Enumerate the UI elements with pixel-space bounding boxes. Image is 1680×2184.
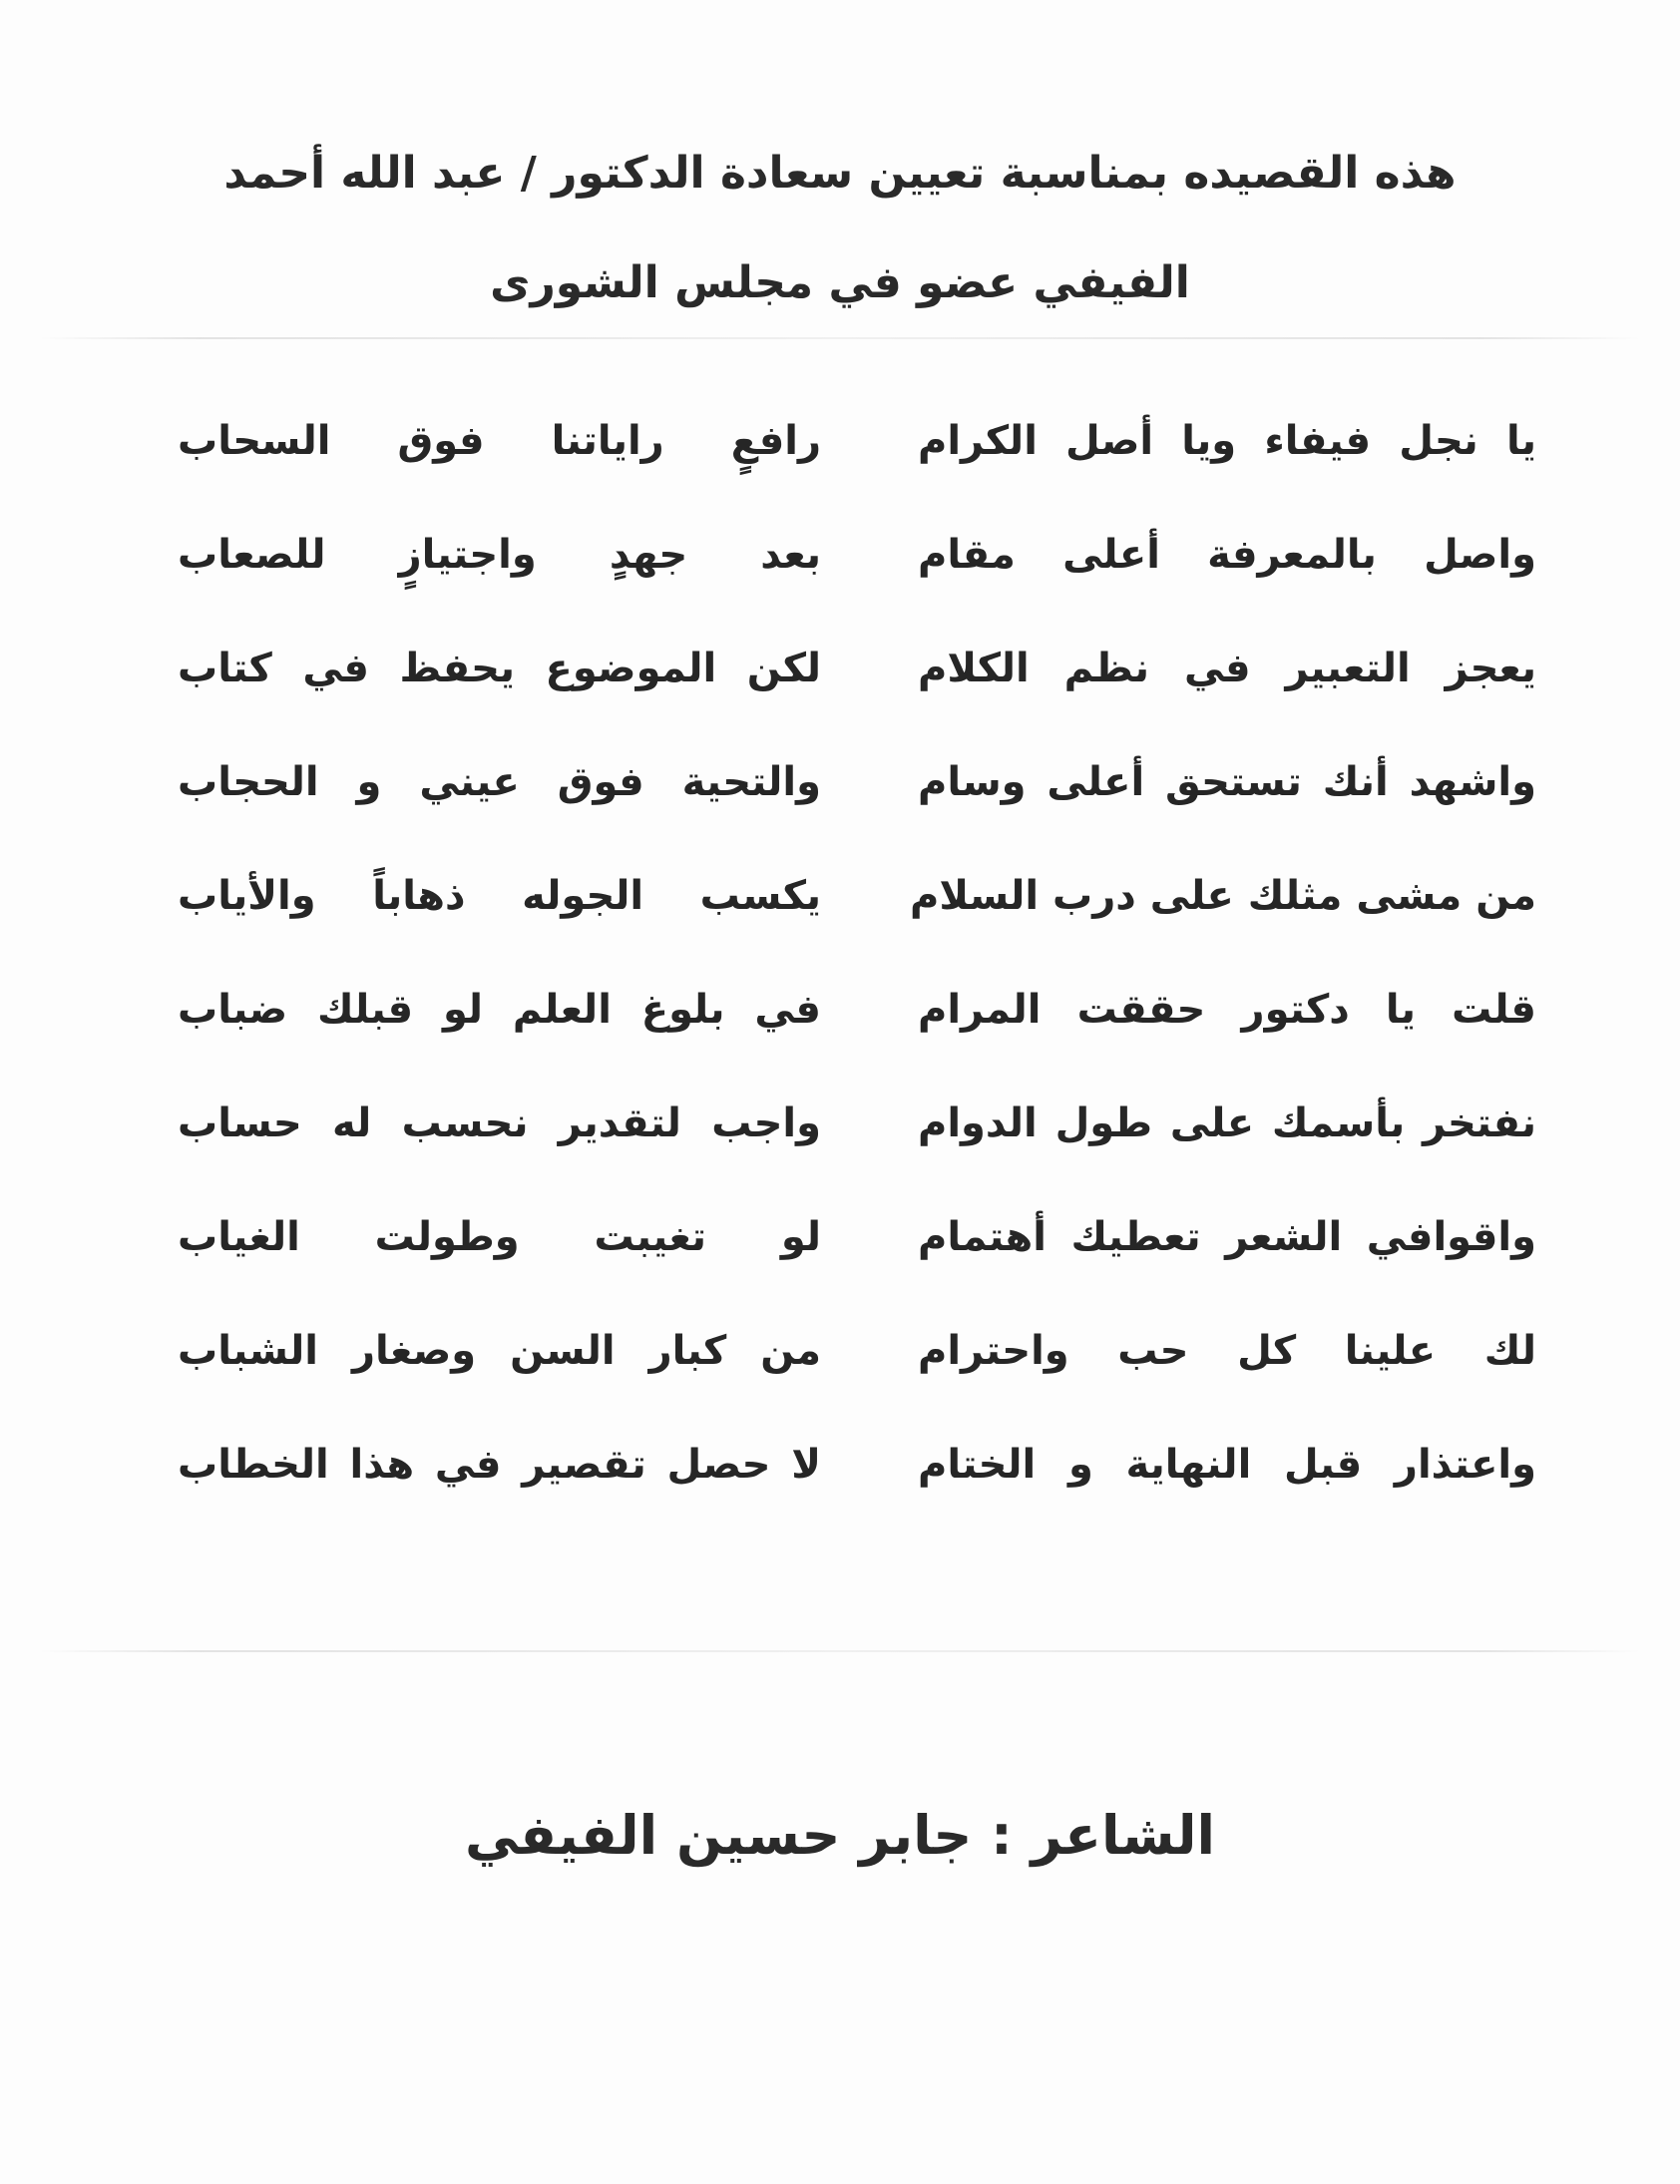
- verse-first-hemistich: واصل بالمعرفة أعلى مقام: [918, 532, 1536, 578]
- poem-verse: [178, 1327, 1536, 1441]
- verse-second-hemistich: لو تغيبت وطولت الغياب: [178, 1214, 821, 1260]
- verse-second-hemistich: لكن الموضوع يحفظ في كتاب: [178, 646, 821, 691]
- verse-second-hemistich: والتحية فوق عيني و الحجاب: [178, 759, 821, 805]
- paper-fold-line: [40, 1650, 1640, 1652]
- poem-verse: [178, 1441, 1536, 1554]
- poem-verse: [178, 986, 1536, 1099]
- verse-second-hemistich: من كبار السن وصغار الشباب: [178, 1328, 821, 1374]
- verse-first-hemistich: يعجز التعبير في نظم الكلام: [918, 646, 1536, 691]
- poem-verse: [178, 1213, 1536, 1327]
- verse-first-hemistich: من مشى مثلك على درب السلام: [910, 873, 1536, 919]
- verse-second-hemistich: لا حصل تقصير في هذا الخطاب: [178, 1442, 821, 1488]
- document-title-line-1: هذه القصيده بمناسبة تعيين سعادة الدكتور / عبد الله أحمد: [223, 148, 1457, 199]
- verse-first-hemistich: واشهد أنك تستحق أعلى وسام: [918, 759, 1536, 805]
- verse-second-hemistich: يكسب الجوله ذهاباً والأياب: [178, 873, 821, 919]
- poem: [178, 417, 1536, 1554]
- verse-first-hemistich: قلت يا دكتور حققت المرام: [918, 987, 1536, 1033]
- paper-fold-line: [40, 337, 1640, 339]
- document-title-line-2: الفيفي عضو في مجلس الشورى: [490, 257, 1190, 308]
- verse-first-hemistich: يا نجل فيفاء ويا أصل الكرام: [918, 418, 1536, 464]
- poem-verse: [178, 645, 1536, 758]
- verse-first-hemistich: لك علينا كل حب واحترام: [918, 1328, 1536, 1374]
- verse-first-hemistich: واعتذار قبل النهاية و الختام: [918, 1442, 1536, 1488]
- verse-first-hemistich: واقوافي الشعر تعطيك أهتمام: [918, 1214, 1536, 1260]
- verse-first-hemistich: نفتخر بأسمك على طول الدوام: [918, 1100, 1536, 1146]
- verse-second-hemistich: واجب لتقدير نحسب له حساب: [178, 1100, 821, 1146]
- poet-signature: الشاعر : جابر حسين الفيفي: [464, 1804, 1216, 1867]
- verse-second-hemistich: رافعٍ راياتنا فوق السحاب: [178, 418, 821, 464]
- poem-verse: [178, 417, 1536, 531]
- verse-second-hemistich: في بلوغ العلم لو قبلك ضباب: [178, 987, 821, 1033]
- poem-verse: [178, 872, 1536, 986]
- verse-second-hemistich: بعد جهدٍ واجتيازٍ للصعاب: [178, 532, 821, 578]
- poem-verse: [178, 758, 1536, 872]
- poem-verse: [178, 531, 1536, 645]
- poem-verse: [178, 1099, 1536, 1213]
